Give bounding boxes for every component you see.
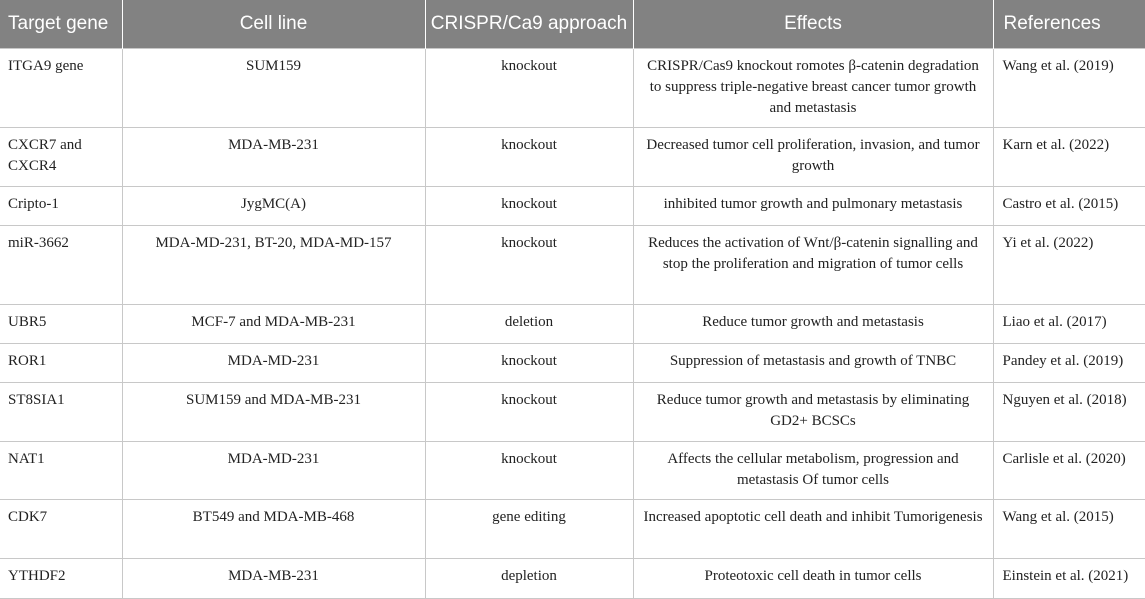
table-row xyxy=(0,186,1145,225)
cell-approach: knockout xyxy=(425,48,633,127)
cell-approach: depletion xyxy=(425,558,633,598)
cell-effects: Reduce tumor growth and metastasis by eliminating GD2+ BCSCs xyxy=(633,382,993,441)
cell-target-gene: UBR5 xyxy=(0,304,122,343)
table-row xyxy=(0,558,1145,598)
cell-cell-line: JygMC(A) xyxy=(122,186,425,225)
cell-approach: knockout xyxy=(425,127,633,186)
cell-reference: Yi et al. (2022) xyxy=(993,225,1145,304)
header-references: References xyxy=(993,0,1145,48)
cell-approach: knockout xyxy=(425,343,633,382)
cell-effects: Suppression of metastasis and growth of TNBC xyxy=(633,343,993,382)
cell-target-gene: ITGA9 gene xyxy=(0,48,122,127)
cell-cell-line: MCF-7 and MDA-MB-231 xyxy=(122,304,425,343)
table-row xyxy=(0,304,1145,343)
cell-cell-line: MDA-MB-231 xyxy=(122,558,425,598)
cell-reference: Wang et al. (2015) xyxy=(993,499,1145,558)
cell-effects: Affects the cellular metabolism, progression and metastasis Of tumor cells xyxy=(633,441,993,499)
cell-approach: gene editing xyxy=(425,499,633,558)
cell-effects: Reduces the activation of Wnt/β-catenin signalling and stop the proliferation and migration of tumor cells xyxy=(633,225,993,304)
cell-effects: Decreased tumor cell proliferation, invasion, and tumor growth xyxy=(633,127,993,186)
cell-cell-line: BT549 and MDA-MB-468 xyxy=(122,499,425,558)
table-row xyxy=(0,499,1145,558)
cell-target-gene: NAT1 xyxy=(0,441,122,499)
cell-reference: Pandey et al. (2019) xyxy=(993,343,1145,382)
cell-reference: Liao et al. (2017) xyxy=(993,304,1145,343)
cell-target-gene: miR-3662 xyxy=(0,225,122,304)
header-target-gene: Target gene xyxy=(0,0,122,48)
cell-effects: inhibited tumor growth and pulmonary metastasis xyxy=(633,186,993,225)
cell-effects: Increased apoptotic cell death and inhibit Tumorigenesis xyxy=(633,499,993,558)
header-crispr-approach: CRISPR/Ca9 approach xyxy=(425,0,633,48)
cell-reference: Wang et al. (2019) xyxy=(993,48,1145,127)
cell-target-gene: ST8SIA1 xyxy=(0,382,122,441)
table-row xyxy=(0,48,1145,127)
table-row xyxy=(0,382,1145,441)
cell-cell-line: MDA-MD-231 xyxy=(122,441,425,499)
header-effects: Effects xyxy=(633,0,993,48)
table-row xyxy=(0,127,1145,186)
cell-approach: knockout xyxy=(425,186,633,225)
cell-approach: deletion xyxy=(425,304,633,343)
table-row xyxy=(0,343,1145,382)
cell-cell-line: SUM159 xyxy=(122,48,425,127)
cell-approach: knockout xyxy=(425,382,633,441)
cell-reference: Castro et al. (2015) xyxy=(993,186,1145,225)
cell-approach: knockout xyxy=(425,441,633,499)
cell-approach: knockout xyxy=(425,225,633,304)
cell-reference: Nguyen et al. (2018) xyxy=(993,382,1145,441)
cell-target-gene: YTHDF2 xyxy=(0,558,122,598)
cell-cell-line: MDA-MB-231 xyxy=(122,127,425,186)
cell-effects: Proteotoxic cell death in tumor cells xyxy=(633,558,993,598)
cell-target-gene: Cripto-1 xyxy=(0,186,122,225)
cell-effects: CRISPR/Cas9 knockout romotes β-catenin degradation to suppress triple-negative breast cancer tumor growth and metastasis xyxy=(633,48,993,127)
cell-reference: Carlisle et al. (2020) xyxy=(993,441,1145,499)
cell-cell-line: MDA-MD-231, BT-20, MDA-MD-157 xyxy=(122,225,425,304)
table-header-row xyxy=(0,0,1145,48)
cell-target-gene: CDK7 xyxy=(0,499,122,558)
cell-target-gene: CXCR7 and CXCR4 xyxy=(0,127,122,186)
cell-reference: Karn et al. (2022) xyxy=(993,127,1145,186)
header-cell-line: Cell line xyxy=(122,0,425,48)
cell-reference: Einstein et al. (2021) xyxy=(993,558,1145,598)
cell-effects: Reduce tumor growth and metastasis xyxy=(633,304,993,343)
cell-cell-line: MDA-MD-231 xyxy=(122,343,425,382)
cell-cell-line: SUM159 and MDA-MB-231 xyxy=(122,382,425,441)
table-row xyxy=(0,441,1145,499)
cell-target-gene: ROR1 xyxy=(0,343,122,382)
table-row xyxy=(0,225,1145,304)
